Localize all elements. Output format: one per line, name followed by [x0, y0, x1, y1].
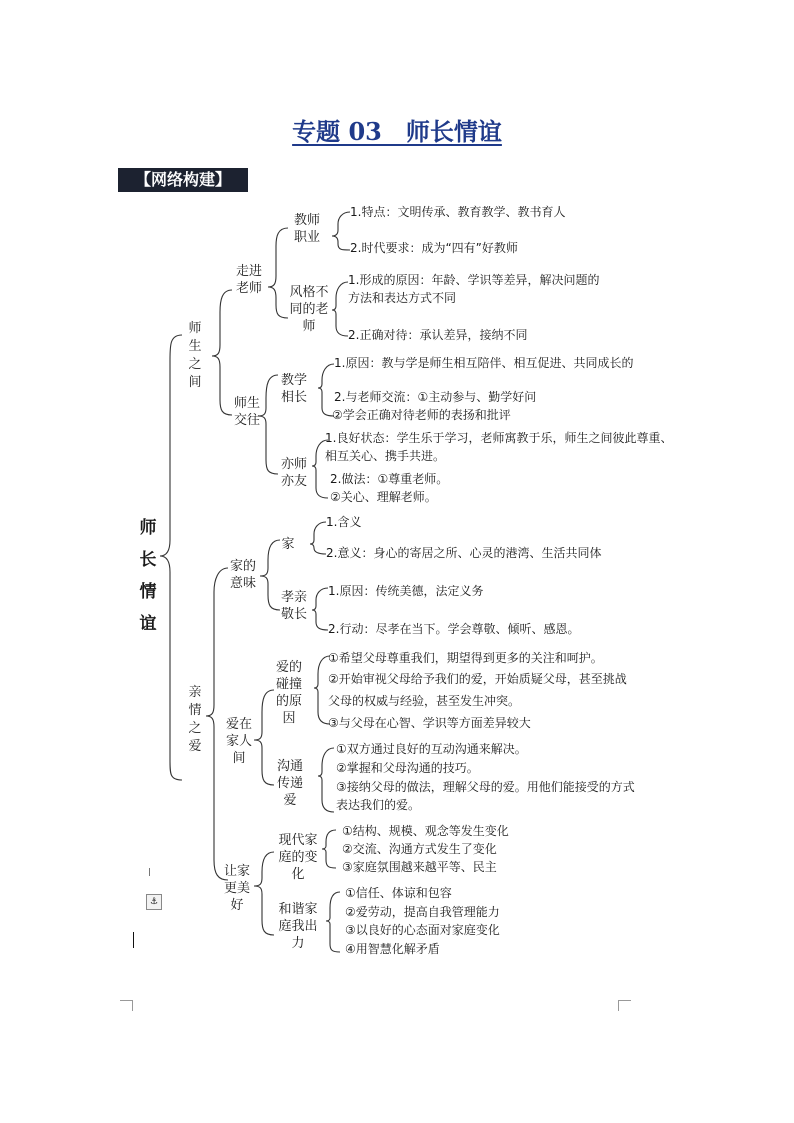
- leaf-text: ②掌握和父母沟通的技巧。: [336, 761, 479, 775]
- root-node: 师长情谊: [139, 518, 157, 634]
- leaf-text: 1.原因：教与学是师生相互陪伴、相互促进、共同成长的: [334, 356, 634, 370]
- bracket-aizai: [254, 690, 274, 785]
- node-gengmei: 让家更美好: [223, 864, 250, 913]
- leaf-text: 1.特点：文明传承、教育教学、教书育人: [350, 205, 566, 219]
- bracket-zoujin: [268, 228, 288, 318]
- node-aizai: 爱在家人间: [225, 717, 252, 766]
- leaf-text: 父母的权威与经验，甚至发生冲突。: [328, 694, 521, 708]
- bracket-gengmei: [254, 852, 274, 935]
- bracket-jiaoshi: [332, 212, 350, 250]
- leaf-text: 2.做法：①尊重老师。: [330, 472, 449, 486]
- leaf-text: ②关心、理解老师。: [330, 490, 437, 504]
- node-zoujin: 走进老师: [235, 264, 262, 296]
- bracket-fengge: [332, 282, 348, 336]
- page-corner-mark: [120, 1000, 133, 1011]
- bracket-yiwei: [260, 540, 280, 610]
- node-yiwei: 家的意味: [229, 559, 256, 591]
- leaf-text: ③家庭氛围越来越平等、民主: [342, 860, 497, 874]
- page-corner-mark: [618, 1000, 631, 1011]
- node-pengzhuang: 爱的碰撞的原因: [275, 660, 302, 726]
- bracket-teacher-student: [212, 290, 232, 415]
- node-hexie: 和谐家庭我出力: [278, 902, 318, 951]
- leaf-text: 2.时代要求：成为“四有”好教师: [350, 241, 518, 255]
- leaf-text: 1.含义: [326, 515, 362, 529]
- leaf-text: ②学会正确对待老师的表扬和批评: [332, 408, 511, 422]
- leaf-text: ②爱劳动，提高自我管理能力: [345, 905, 500, 919]
- leaf-text: 2.与老师交流：①主动参与、勤学好问: [334, 390, 537, 404]
- leaf-text: 1.形成的原因：年龄、学识等差异，解决问题的: [348, 273, 600, 287]
- node-jiaoshi: 教师职业: [293, 213, 320, 245]
- node-yishi: 亦师亦友: [280, 457, 307, 489]
- leaf-text: 2.行动：尽孝在当下。学会尊敬、倾听、感恩。: [328, 622, 580, 636]
- node-jia: 家: [281, 537, 295, 552]
- bracket-hexie: [326, 892, 340, 952]
- leaf-text: ①双方通过良好的互动沟通来解决。: [336, 742, 527, 756]
- section-badge: 【网络构建】: [118, 168, 248, 192]
- bracket-xiaoqin: [312, 588, 328, 630]
- node-jiaowang: 师生交往: [233, 396, 260, 428]
- leaf-text: ④用智慧化解矛盾: [345, 942, 440, 956]
- bracket-jia: [310, 522, 326, 554]
- page-title: 专题 03 师长情谊: [292, 117, 502, 146]
- leaf-text: ③与父母在心智、学识等方面差异较大: [328, 716, 531, 730]
- leaf-text: 2.意义：身心的寄居之所、心灵的港湾、生活共同体: [326, 546, 602, 560]
- leaf-text: 相互关心、携手共进。: [325, 449, 446, 463]
- leaf-text: ②交流、沟通方式发生了变化: [342, 842, 497, 856]
- node-family: 亲情之爱: [188, 685, 202, 754]
- leaf-text: 方法和表达方式不同: [348, 291, 457, 305]
- node-xiaoqin: 孝亲敬长: [280, 590, 307, 622]
- node-fengge: 风格不同的老师: [289, 285, 329, 334]
- bracket-root: [160, 335, 182, 780]
- leaf-text: ③接纳父母的做法，理解父母的爱。用他们能接受的方式: [336, 780, 635, 794]
- leaf-text: 1.良好状态：学生乐于学习，老师寓教于乐，师生之间彼此尊重、: [325, 431, 673, 445]
- node-teacher-student: 师生之间: [188, 321, 202, 390]
- anchor-icon: ⚓: [146, 868, 162, 912]
- leaf-text: ①信任、体谅和包容: [345, 886, 452, 900]
- node-goutong: 沟通传递爱: [276, 759, 303, 808]
- node-xiandai: 现代家庭的变化: [278, 833, 318, 882]
- leaf-text: ①希望父母尊重我们，期望得到更多的关注和呵护。: [328, 651, 603, 665]
- leaf-text: ②开始审视父母给予我们的爱，开始质疑父母，甚至挑战: [328, 672, 627, 686]
- leaf-text: ①结构、规模、观念等发生变化: [342, 824, 509, 838]
- leaf-text: ③以良好的心态面对家庭变化: [345, 923, 500, 937]
- leaf-text: 1.原因：传统美德，法定义务: [328, 584, 484, 598]
- bracket-goutong: [318, 748, 334, 812]
- text-cursor: [133, 932, 134, 948]
- leaf-text: 2.正确对待：承认差异，接纳不同: [348, 328, 528, 342]
- leaf-text: 表达我们的爱。: [336, 798, 421, 812]
- node-jiaoxue: 教学相长: [280, 373, 307, 405]
- bracket-xiandai: [322, 830, 336, 868]
